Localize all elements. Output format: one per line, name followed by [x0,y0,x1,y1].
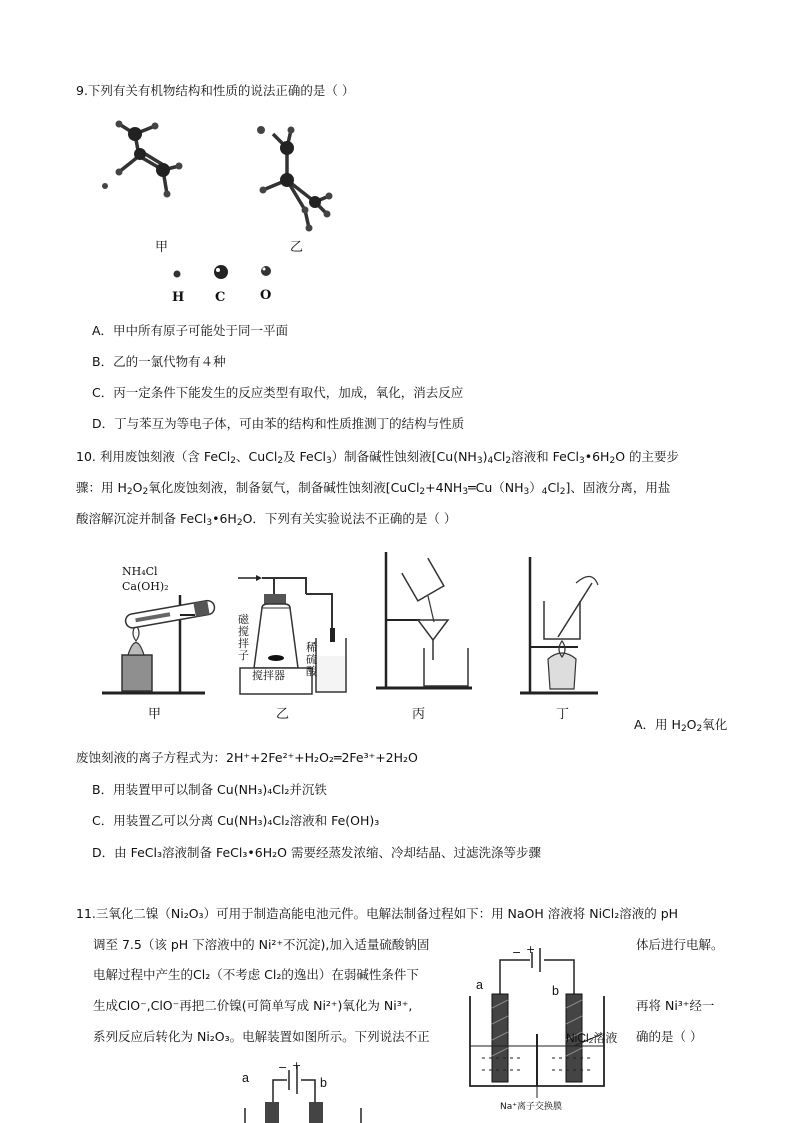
label-magnet-1: 磁 [238,613,249,626]
q11-stem-line4b: 再将 Ni³⁺经一 [636,998,715,1013]
label-magnet-2: 搅 [238,625,249,638]
legend-o: O [260,288,272,303]
q10-stem-line2: 骤：用 $H_2O_2$氧化废蚀刻液，制备氨气，制备碱性蚀刻液$[CuCl_2+4NH_3═Cu(NH_3)_4Cl_2]$、固液分离，用盐 [76,480,671,497]
molecule-yi-image [245,120,345,240]
fig2-label-minus: − [278,1061,288,1074]
q11-stem-line1: 11.三氧化二镍（Ni₂O₃）可用于制造高能电池元件。电解法制备过程如下：用 NaOH 溶液将 NiCl₂溶液的 pH [76,906,679,921]
q11-stem-line2b: 体后进行电解。 [636,937,724,952]
q11-stem-line5a: 系列反应后转化为 Ni₂O₃。电解装置如图所示。下列说法不正 [93,1029,430,1044]
q10-option-c: C．用装置乙可以分离 Cu(NH₃)₄Cl₂溶液和 Fe(OH)₃ [92,813,380,828]
label-caoh2: Ca(OH)₂ [122,580,169,593]
label-jia: 甲 [155,240,169,255]
electrolysis-cell-image [462,938,632,1108]
label-dilute-1: 稀 [306,641,317,654]
apparatus-ding-image [518,555,628,700]
label-magnet-4: 子 [238,649,249,662]
q10-stem-line1: 10. 利用废蚀刻液（含 FeCl$_2$、CuCl$_2$及 FeCl$_3$）制备碱性蚀刻液[$Cu(NH_3)_4Cl_2$溶液和 $FeCl_3•6H_2O$ 的主要步 [76,449,680,466]
fig-label-a: a [476,978,483,992]
molecule-jia-image [95,112,195,232]
q9-option-a: A．甲中所有原子可能处于同一平面 [92,323,289,338]
label-magnet-3: 拌 [238,637,249,650]
app-label-jia: 甲 [148,707,162,722]
label-stirrer: 搅拌器 [252,669,285,682]
app-label-yi: 乙 [276,707,290,722]
label-nh4cl: NH₄Cl [122,565,158,578]
label-dilute-3: 酸 [306,665,317,678]
legend-c: C [215,290,226,305]
q11-stem-line5b: 确的是（ ） [636,1029,703,1044]
app-label-bing: 丙 [412,707,426,722]
q9-option-d: D．丁与苯互为等电子体，可由苯的结构和性质推测丁的结构与性质 [92,416,465,431]
label-dilute-2: 硫 [306,653,317,666]
electrolysis-cell-image-2 [235,1060,385,1123]
q10-stem-line3: 酸溶解沉淀并制备 $FeCl_3•6H_2O$．下列有关实验说法不正确的是（ ） [76,511,457,528]
fig2-label-plus: + [292,1059,302,1072]
q9-option-b: B．乙的一氯代物有４种 [92,354,226,369]
apparatus-bing-image [372,550,482,695]
fig-label-solution: NiCl₂溶液 [566,1031,618,1045]
fig-label-b: b [552,984,559,998]
fig-label-plus: + [526,943,536,956]
q10-option-d: D．由 FeCl₃溶液制备 FeCl₃•6H₂O 需要经蒸发浓缩、冷却结晶、过滤洗涤等步骤 [92,845,541,860]
q10-option-a: A．用 $H_2O_2$氧化 [634,717,728,734]
fig-label-minus: − [512,946,522,959]
app-label-ding: 丁 [556,707,570,722]
legend-h: H [172,290,185,305]
q10-option-a-cont: 废蚀刻液的离子方程式为：2H⁺+2Fe²⁺+H₂O₂═2Fe³⁺+2H₂O [76,750,418,765]
q10-option-b: B．用装置甲可以制备 Cu(NH₃)₄Cl₂并沉铁 [92,782,327,797]
fig2-label-a: a [242,1071,249,1085]
q11-stem-line2a: 调至 7.5（该 pH 下溶液中的 Ni²⁺不沉淀),加入适量硫酸钠固 [93,937,430,952]
q11-stem-line3: 电解过程中产生的Cl₂（不考虑 Cl₂的逸出）在弱碱性条件下 [93,967,419,982]
q9-stem: 9.下列有关有机物结构和性质的说法正确的是（ ） [76,83,355,98]
fig2-label-b: b [320,1076,327,1090]
label-yi: 乙 [290,240,304,255]
apparatus-jia-image [100,555,220,700]
q11-stem-line4a: 生成ClO⁻,ClO⁻再把二价镍(可简单写成 Ni²⁺)氧化为 Ni³⁺, [93,998,413,1013]
q9-option-c: C．丙一定条件下能发生的反应类型有取代，加成，氧化，消去反应 [92,385,464,400]
fig-label-membrane: Na⁺离子交换膜 [500,1102,562,1112]
atom-legend [165,262,285,282]
